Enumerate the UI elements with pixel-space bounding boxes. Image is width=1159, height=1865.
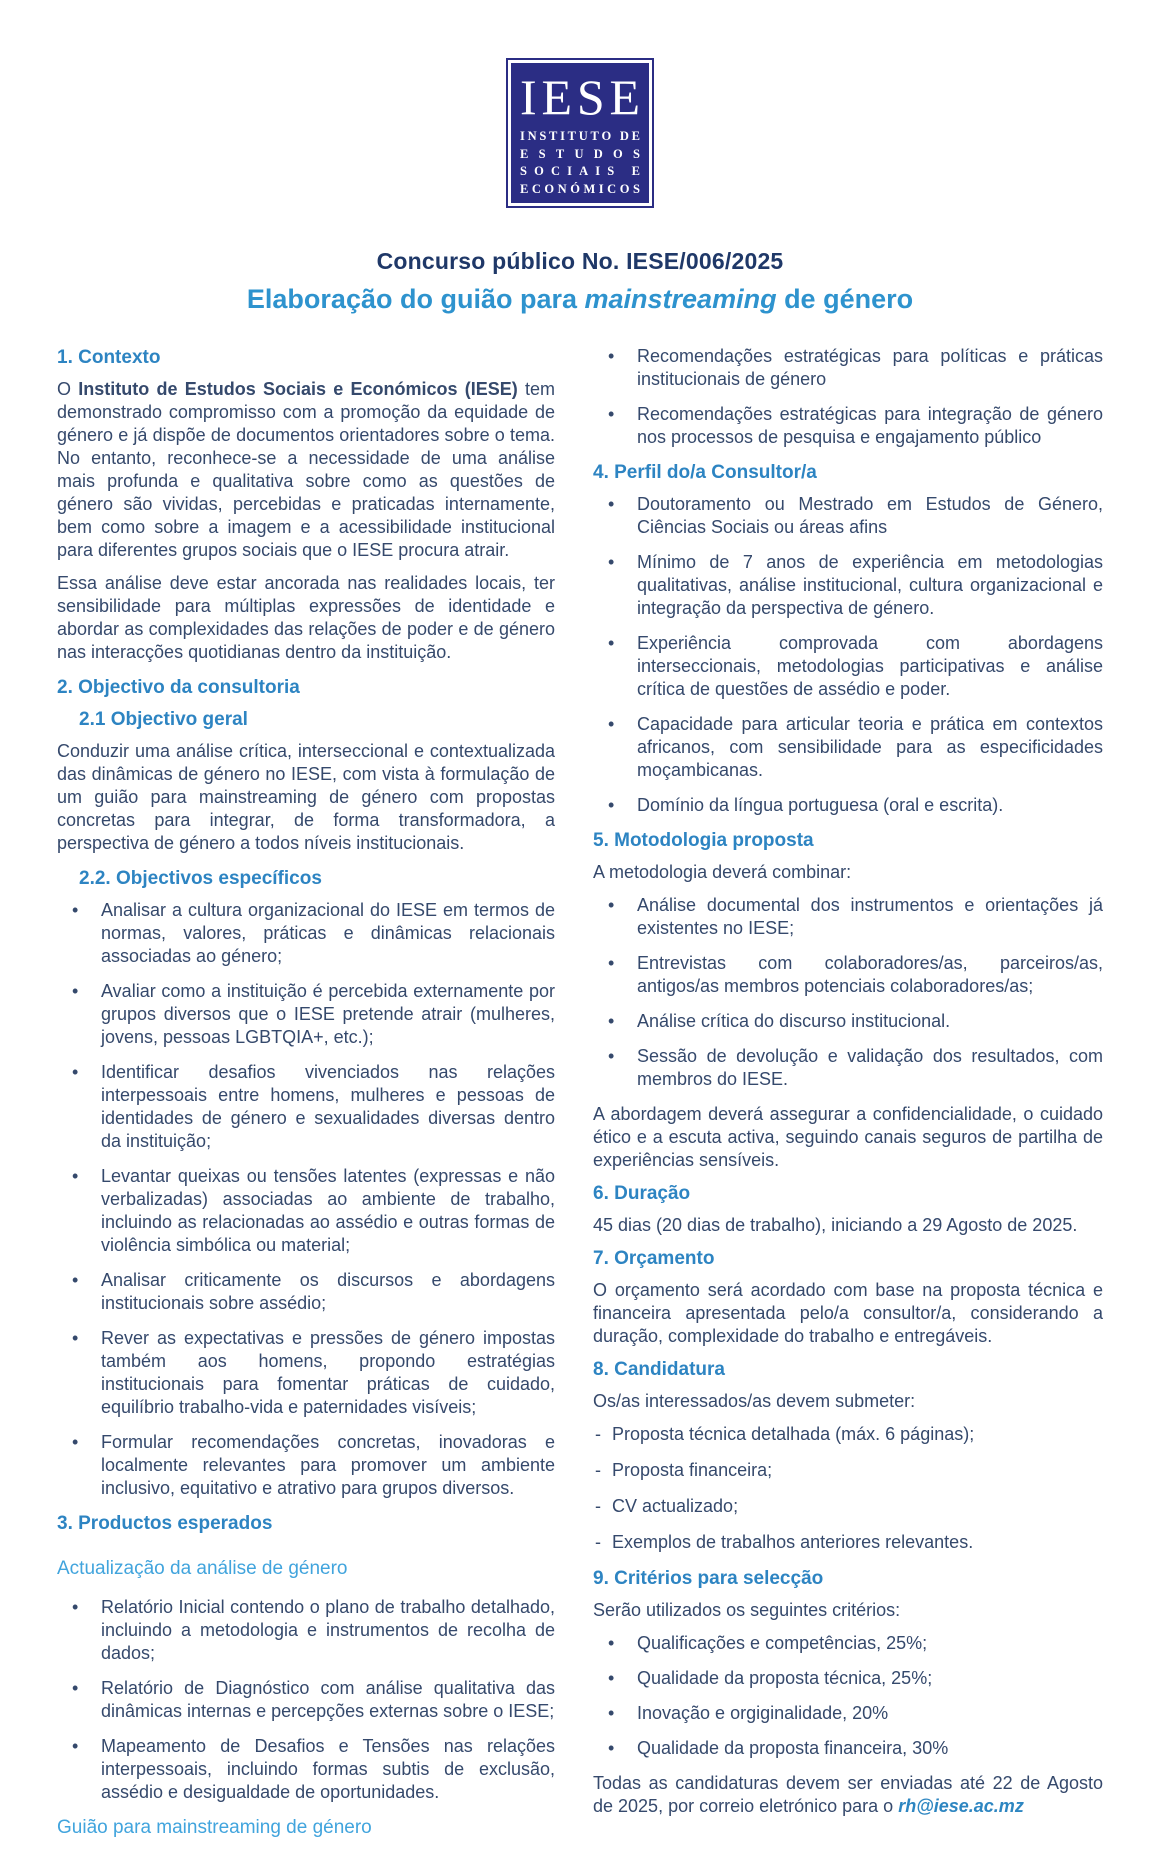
metodologia-item: • Análise documental dos instrumentos e orientações já existentes no IESE; xyxy=(637,894,1103,940)
objectivo-geral-paragraph: Conduzir uma análise crítica, interseccional e contextualizada das dinâmicas de género no IESE, com vista à formulação de um guião para mainstreaming de género com propostas concretas para integrar, de forma transformadora, a perspectiva de género a todos níveis institucionais. xyxy=(57,741,555,853)
metodologia-item: • Análise crítica do discurso institucional. xyxy=(637,1010,1103,1033)
candidatura-item: - Proposta técnica detalhada (máx. 6 páginas); xyxy=(612,1423,1103,1446)
heading-candidatura: 8. Candidatura xyxy=(593,1359,725,1380)
perfil-item: • Mínimo de 7 anos de experiência em metodologias qualitativas, análise institucional, cultura organizacional e integração da perspectiva de género. xyxy=(637,551,1103,620)
criterio-item: • Qualificações e competências, 25%; xyxy=(637,1632,1103,1655)
candidatura-item: - Exemplos de trabalhos anteriores relevantes. xyxy=(612,1531,1103,1554)
objectivo-especifico-item: • Formular recomendações concretas, inovadoras e localmente relevantes para promover um ambiente inclusivo, equitativo e atrativo para grupos diversos. xyxy=(101,1431,555,1500)
document-subtitle xyxy=(57,284,1103,315)
contexto-paragraph-2: Essa análise deve estar ancorada nas realidades locais, ter sensibilidade para múltiplas expressões de identidade e abordar as complexidades das relações de poder e de género nas interacções quotidianas dentro da instituição. xyxy=(57,573,555,662)
objectivo-especifico-item: • Analisar a cultura organizacional do IESE em termos de normas, valores, práticas e dinâmicas relacionais associadas ao género; xyxy=(101,899,555,968)
perfil-item: • Doutoramento ou Mestrado em Estudos de Género, Ciências Sociais ou áreas afins xyxy=(637,493,1103,539)
objectivo-especifico-item: • Avaliar como a instituição é percebida externamente por grupos diversos que o IESE pretende atrair (mulheres, jovens, pessoas LGBTQIA+, etc.); xyxy=(101,980,555,1049)
subtitle-italic-word: mainstreaming xyxy=(584,284,777,314)
producto-item: • Relatório Inicial contendo o plano de trabalho detalhado, incluindo a metodologia e instrumentos de recolha de dados; xyxy=(101,1596,555,1665)
heading-productos-esperados: 3. Productos esperados xyxy=(57,1513,273,1534)
criterio-item: • Qualidade da proposta financeira, 30% xyxy=(637,1737,1103,1760)
heading-objectivos-especificos: 2.2. Objectivos específicos xyxy=(79,868,322,889)
document-title: Concurso público No. IESE/006/2025 xyxy=(376,248,784,274)
candidatura-item: - CV actualizado; xyxy=(612,1495,1103,1518)
logo-line-instituto-de: I N S T I T U T O D E xyxy=(520,129,640,143)
metodologia-item: • Entrevistas com colaboradores/as, parceiros/as, antigos/as membros potenciais colaboradores/as; xyxy=(637,952,1103,998)
criterios-intro: Serão utilizados os seguintes critérios: xyxy=(593,1600,901,1620)
productos-list xyxy=(57,1596,555,1804)
logo-acronym: I E S E xyxy=(520,69,640,125)
candidatura-requirements-list xyxy=(593,1423,1103,1554)
producto-item: • Relatório de Diagnóstico com análise qualitativa das dinâmicas internas e percepções externas sobre o IESE; xyxy=(101,1677,555,1723)
objectivo-especifico-item: • Rever as expectativas e pressões de género impostas também aos homens, propondo estratégias institucionais para fomentar práticas de cuidado, equilíbrio trabalho-vida e paternidades visíveis; xyxy=(101,1327,555,1419)
email-link[interactable]: rh@iese.ac.mz xyxy=(898,1796,1024,1816)
logo-line-economicos: E C O N Ó M I C O S xyxy=(520,181,640,196)
subtitle-suffix: de género xyxy=(776,284,914,314)
perfil-item: • Experiência comprovada com abordagens interseccionais, metodologias participativas e análise crítica de questões de assédio e poder. xyxy=(637,632,1103,701)
heading-contexto: 1. Contexto xyxy=(57,347,161,368)
producto-item: • Recomendações estratégicas para políticas e práticas institucionais de género xyxy=(637,345,1103,391)
candidatura-intro: Os/as interessados/as devem submeter: xyxy=(593,1391,916,1411)
perfil-item: • Domínio da língua portuguesa (oral e escrita). xyxy=(637,794,1103,817)
productos-continuation-list xyxy=(593,345,1103,449)
right-column xyxy=(593,340,1103,1839)
heading-metodologia-proposta: 5. Motodologia proposta xyxy=(593,830,814,851)
iese-logo-box xyxy=(511,63,649,203)
objectivos-especificos-list xyxy=(57,899,555,1500)
heading-perfil-consultor: 4. Perfil do/a Consultor/a xyxy=(593,462,817,483)
producto-item: • Mapeamento de Desafios e Tensões nas relações interpessoais, incluindo formas subtis de exclusão, assédio e desigualdade de oportunidades. xyxy=(101,1735,555,1804)
metodologia-list xyxy=(593,894,1103,1091)
closing-text: Todas as candidaturas devem ser enviadas até 22 de Agosto de 2025, por correio eletrónico para o xyxy=(593,1773,1103,1816)
heading-orcamento: 7. Orçamento xyxy=(593,1248,715,1269)
objectivo-especifico-item: • Identificar desafios vivenciados nas relações interpessoais entre homens, mulheres e pessoas de identidades de género e sexualidades diversas dentro da instituição; xyxy=(101,1061,555,1153)
closing-paragraph xyxy=(593,1772,1103,1818)
objectivo-especifico-item: • Levantar queixas ou tensões latentes (expressas e não verbalizadas) associadas ao ambiente de trabalho, incluindo as relacionadas ao assédio e outras formas de violência simbólica ou material; xyxy=(101,1165,555,1257)
duracao-paragraph: 45 dias (20 dias de trabalho), iniciando a 29 Agosto de 2025. xyxy=(593,1215,1078,1235)
criterio-item: • Qualidade da proposta técnica, 25%; xyxy=(637,1667,1103,1690)
contexto-p1-prefix: O xyxy=(57,379,79,399)
contexto-paragraph-1 xyxy=(57,378,555,562)
metodologia-item: • Sessão de devolução e validação dos resultados, com membros do IESE. xyxy=(637,1045,1103,1091)
heading-criterios-seleccao: 9. Critérios para selecção xyxy=(593,1568,824,1589)
logo-line-estudos: E S T U D O S xyxy=(520,146,640,161)
heading-duracao: 6. Duração xyxy=(593,1183,691,1204)
contexto-p1-bold-iese: Instituto de Estudos Sociais e Económicos (IESE) xyxy=(78,379,518,399)
metodologia-outro: A abordagem deverá assegurar a confidencialidade, o cuidado ético e a escuta activa, seguindo canais seguros de partilha de experiências sensíveis. xyxy=(593,1104,1103,1170)
left-column xyxy=(57,340,555,1839)
heading-objectivo-consultoria: 2. Objectivo da consultoria xyxy=(57,677,300,698)
contexto-p1-rest: tem demonstrado compromisso com a promoção da equidade de género e já dispõe de documentos orientadores sobre o tema. No entanto, reconhece-se a necessidade de uma análise mais profunda e qualitativa sobre como as questões de género são vividas, percebidas e praticadas internamente, bem como sobre a imagem e a acessibilidade institucional para diferentes grupos sociais que o IESE procura atrair. xyxy=(57,379,555,560)
subtitle-prefix: Elaboração do guião para xyxy=(246,284,585,314)
two-column-body xyxy=(57,340,1103,1839)
subhead-actualizacao-analise: Actualização da análise de género xyxy=(57,1558,348,1579)
criterio-item: • Inovação e orgiginalidade, 20% xyxy=(637,1702,1103,1725)
objectivo-especifico-item: • Analisar criticamente os discursos e abordagens institucionais sobre assédio; xyxy=(101,1269,555,1315)
heading-objectivo-geral: 2.1 Objectivo geral xyxy=(79,709,248,730)
logo-line-sociais-e: S O C I A I S E xyxy=(520,164,640,178)
iese-logo xyxy=(506,58,654,208)
perfil-consultor-list xyxy=(593,493,1103,817)
metodologia-intro: A metodologia deverá combinar: xyxy=(593,862,852,882)
producto-item: • Recomendações estratégicas para integração de género nos processos de pesquisa e engajamento público xyxy=(637,403,1103,449)
subhead-guiao-mainstreaming: Guião para mainstreaming de género xyxy=(57,1817,372,1838)
perfil-item: • Capacidade para articular teoria e prática em contextos africanos, com sensibilidade para as especificidades moçambicanas. xyxy=(637,713,1103,782)
criterios-list xyxy=(593,1632,1103,1760)
candidatura-item: - Proposta financeira; xyxy=(612,1459,1103,1482)
orcamento-paragraph: O orçamento será acordado com base na proposta técnica e financeira apresentada pelo/a consultor/a, considerando a duração, complexidade do trabalho e entregáveis. xyxy=(593,1280,1103,1346)
